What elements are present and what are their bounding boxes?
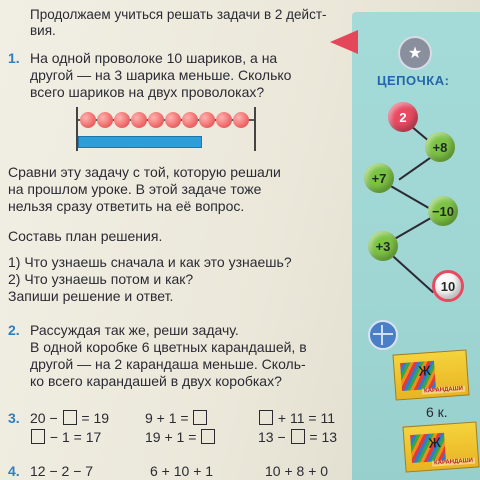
header-line-2: вия.	[30, 23, 56, 38]
task-1-number: 1.	[8, 50, 20, 66]
compare-line-3: нельзя сразу ответить на её вопрос.	[8, 198, 245, 214]
bookmark-flag	[330, 30, 358, 54]
task-4-item-2: 6 + 10 + 1	[150, 463, 214, 479]
abacus-right-post	[254, 107, 256, 151]
answer-box[interactable]	[291, 429, 305, 444]
star-icon: ★	[398, 36, 432, 70]
bead	[131, 112, 147, 128]
pencil-count-note: 6 к.	[426, 404, 448, 420]
pencil-box-label: КАРАНДАШИ	[423, 385, 464, 395]
bead	[148, 112, 164, 128]
eq-3-3	[145, 410, 208, 427]
answer-box[interactable]	[31, 429, 45, 444]
eq-text: 19 + 1 =	[145, 429, 201, 445]
task-4-item-3: 10 + 8 + 0	[265, 463, 329, 479]
chain-ball-plus3: +3	[368, 231, 398, 261]
eq-3-2	[30, 429, 101, 446]
eq-text: 20 −	[30, 410, 62, 426]
answer-box[interactable]	[201, 429, 215, 444]
eq-text: = 19	[77, 410, 110, 426]
pencil-box-label: КАРАНДАШИ	[433, 457, 474, 467]
butterfly-icon: ж	[427, 431, 442, 452]
chain-ball-plus7: +7	[364, 163, 394, 193]
eq-text: 9 + 1 =	[145, 410, 193, 426]
plan-item-1: 1) Что узнаешь сначала и как это узнаешь?	[8, 254, 292, 270]
task-2-line-2: В одной коробке 6 цветных карандашей, в	[30, 339, 307, 355]
answer-box[interactable]	[193, 410, 207, 425]
pencil-box-1	[392, 349, 469, 400]
chain-ball-minus10: −10	[428, 196, 458, 226]
answer-box[interactable]	[63, 410, 77, 425]
pencil-box-2	[402, 421, 479, 472]
chain-title: ЦЕПОЧКА:	[377, 73, 450, 88]
eq-3-4	[145, 429, 216, 446]
globe-icon	[368, 320, 398, 350]
compare-line-1: Сравни эту задачу с той, которую решали	[8, 164, 281, 180]
eq-3-1	[30, 410, 109, 427]
bead	[165, 112, 181, 128]
eq-3-6	[258, 429, 337, 446]
plan-final: Запиши решение и ответ.	[8, 288, 174, 304]
bead	[114, 112, 130, 128]
eq-text: + 11 = 11	[274, 410, 335, 426]
eq-text: 13 −	[258, 429, 290, 445]
task-4-number: 4.	[8, 463, 20, 479]
plan-title: Составь план решения.	[8, 228, 163, 244]
task-2-line-1: Рассуждая так же, реши задачу.	[30, 322, 239, 338]
butterfly-icon: ж	[417, 359, 432, 380]
eq-text: = 13	[305, 429, 338, 445]
bead	[216, 112, 232, 128]
chain-ball-result: 10	[432, 270, 464, 302]
bead	[199, 112, 215, 128]
chain-ball-start: 2	[388, 102, 418, 132]
task-2-line-3: другой — на 2 карандаша меньше. Сколь-	[30, 356, 306, 372]
task-1-line-3: всего шариков на двух проволоках?	[30, 84, 265, 100]
task-2-line-4: ко всего карандашей в двух коробках?	[30, 373, 282, 389]
bead	[80, 112, 96, 128]
task-2-number: 2.	[8, 322, 20, 338]
second-wire-bar	[78, 136, 202, 148]
bead	[182, 112, 198, 128]
bead	[233, 112, 249, 128]
plan-item-2: 2) Что узнаешь потом и как?	[8, 271, 194, 287]
task-3-number: 3.	[8, 410, 20, 426]
eq-text: − 1 = 17	[46, 429, 102, 445]
compare-line-2: на прошлом уроке. В этой задаче тоже	[8, 181, 262, 197]
header-line-1: Продолжаем учиться решать задачи в 2 дейст-	[30, 7, 327, 22]
task-1-line-2: другой — на 3 шарика меньше. Сколько	[30, 67, 292, 83]
task-4-item-1: 12 − 2 − 7	[30, 463, 94, 479]
answer-box[interactable]	[259, 410, 273, 425]
eq-3-5	[258, 410, 335, 427]
bead	[97, 112, 113, 128]
chain-ball-plus8: +8	[425, 132, 455, 162]
task-1-line-1: На одной проволоке 10 шариков, а на	[30, 50, 278, 66]
